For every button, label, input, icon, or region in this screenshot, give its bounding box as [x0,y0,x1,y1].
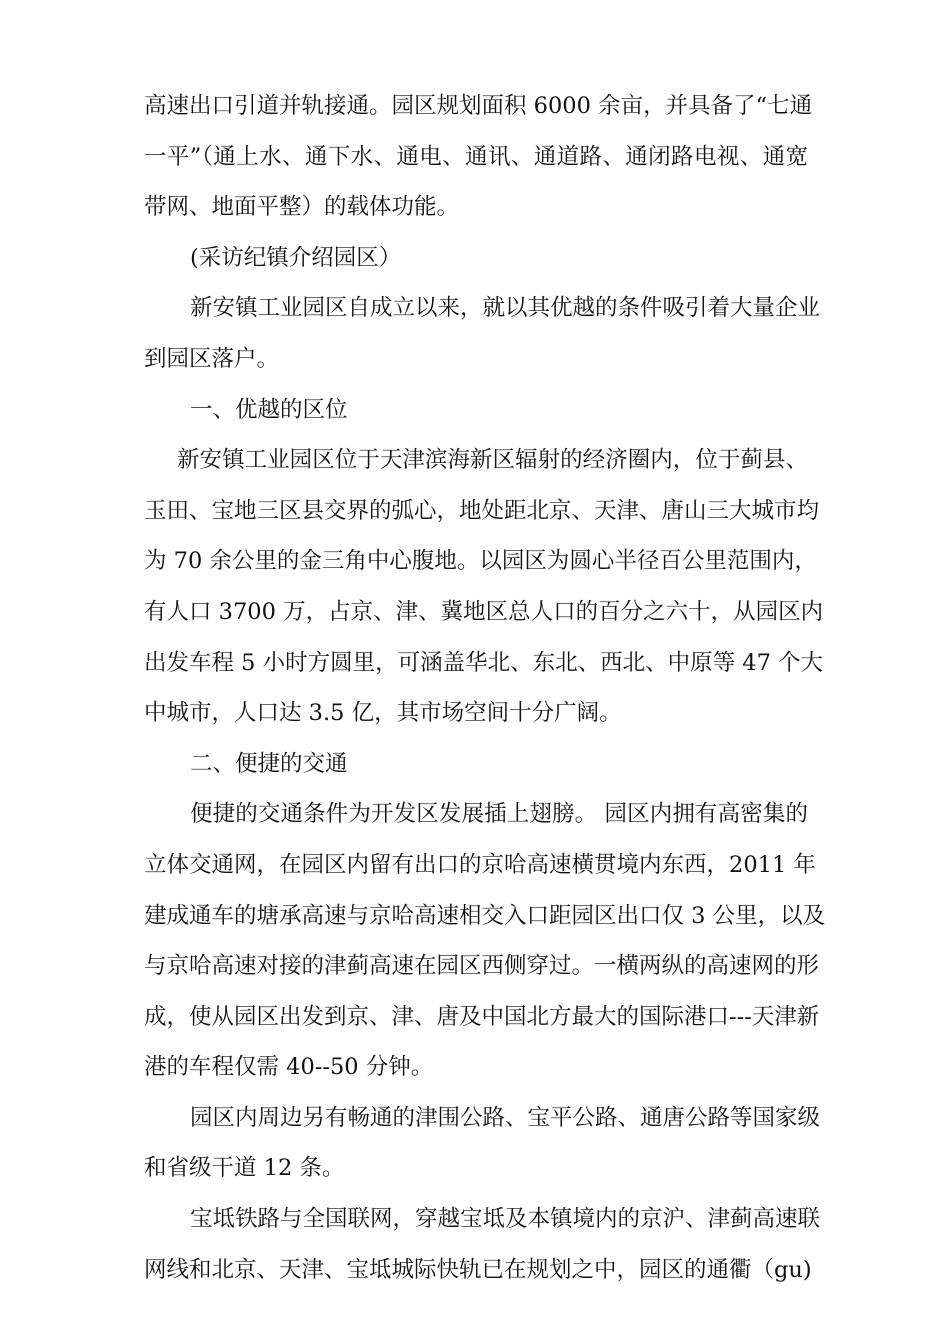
text-line: (采访纪镇介绍园区） [190,244,402,271]
text-line: 出发车程 5 小时方圆里，可涵盖华北、东北、西北、中原等 47 个大 [144,649,824,676]
section-heading: 一、优越的区位 [190,396,348,423]
text-line: 与京哈高速对接的津蓟高速在园区西侧穿过。一横两纵的高速网的形 [144,953,820,980]
text-line: 玉田、宝地三区县交界的弧心，地处距北京、天津、唐山三大城市均 [144,497,820,524]
text-line: 为 70 余公里的金三角中心腹地。以园区为圆心半径百公里范围内， [144,548,817,575]
text-line: 中城市，人口达 3.5 亿，其市场空间十分广阔。 [144,700,622,727]
text-line: 高速出口引道并轨接通。园区规划面积 6000 余亩，并具备了“七通 [144,93,813,119]
text-line: 便捷的交通条件为开发区发展插上翅膀。 园区内拥有高密集的 [190,801,808,828]
text-line: 网线和北京、天津、宝坻城际快轨已在规划之中，园区的通衢（gu) [144,1256,812,1283]
text-line: 建成通车的塘承高速与京哈高速相交入口距园区出口仅 3 公里，以及 [144,902,826,929]
text-line: 港的车程仅需 40--50 分钟。 [144,1054,434,1081]
text-line: 新安镇工业园区位于天津滨海新区辐射的经济圈内，位于蓟县、 [177,447,808,474]
text-line: 新安镇工业园区自成立以来，就以其优越的条件吸引着大量企业 [190,295,821,322]
text-line: 一平”（通上水、通下水、通电、通讯、通道路、通闭路电视、通宽 [144,143,808,170]
text-line: 园区内周边另有畅通的津围公路、宝平公路、通唐公路等国家级 [190,1104,821,1131]
text-line: 和省级干道 12 条。 [144,1155,345,1182]
text-line: 立体交通网，在园区内留有出口的京哈高速横贯境内东西，2011 年 [144,851,816,878]
text-line: 带网、地面平整）的载体功能。 [144,194,460,221]
text-line: 到园区落户。 [144,345,280,372]
text-line: 宝坻铁路与全国联网，穿越宝坻及本镇境内的京沪、津蓟高速联 [190,1206,821,1233]
text-line: 成，使从园区出发到京、津、唐及中国北方最大的国际港口---天津新 [144,1003,820,1030]
section-heading: 二、便捷的交通 [190,750,348,777]
text-line: 有人口 3700 万，占京、津、冀地区总人口的百分之六十，从园区内 [144,598,824,625]
body-text [144,81,826,1295]
